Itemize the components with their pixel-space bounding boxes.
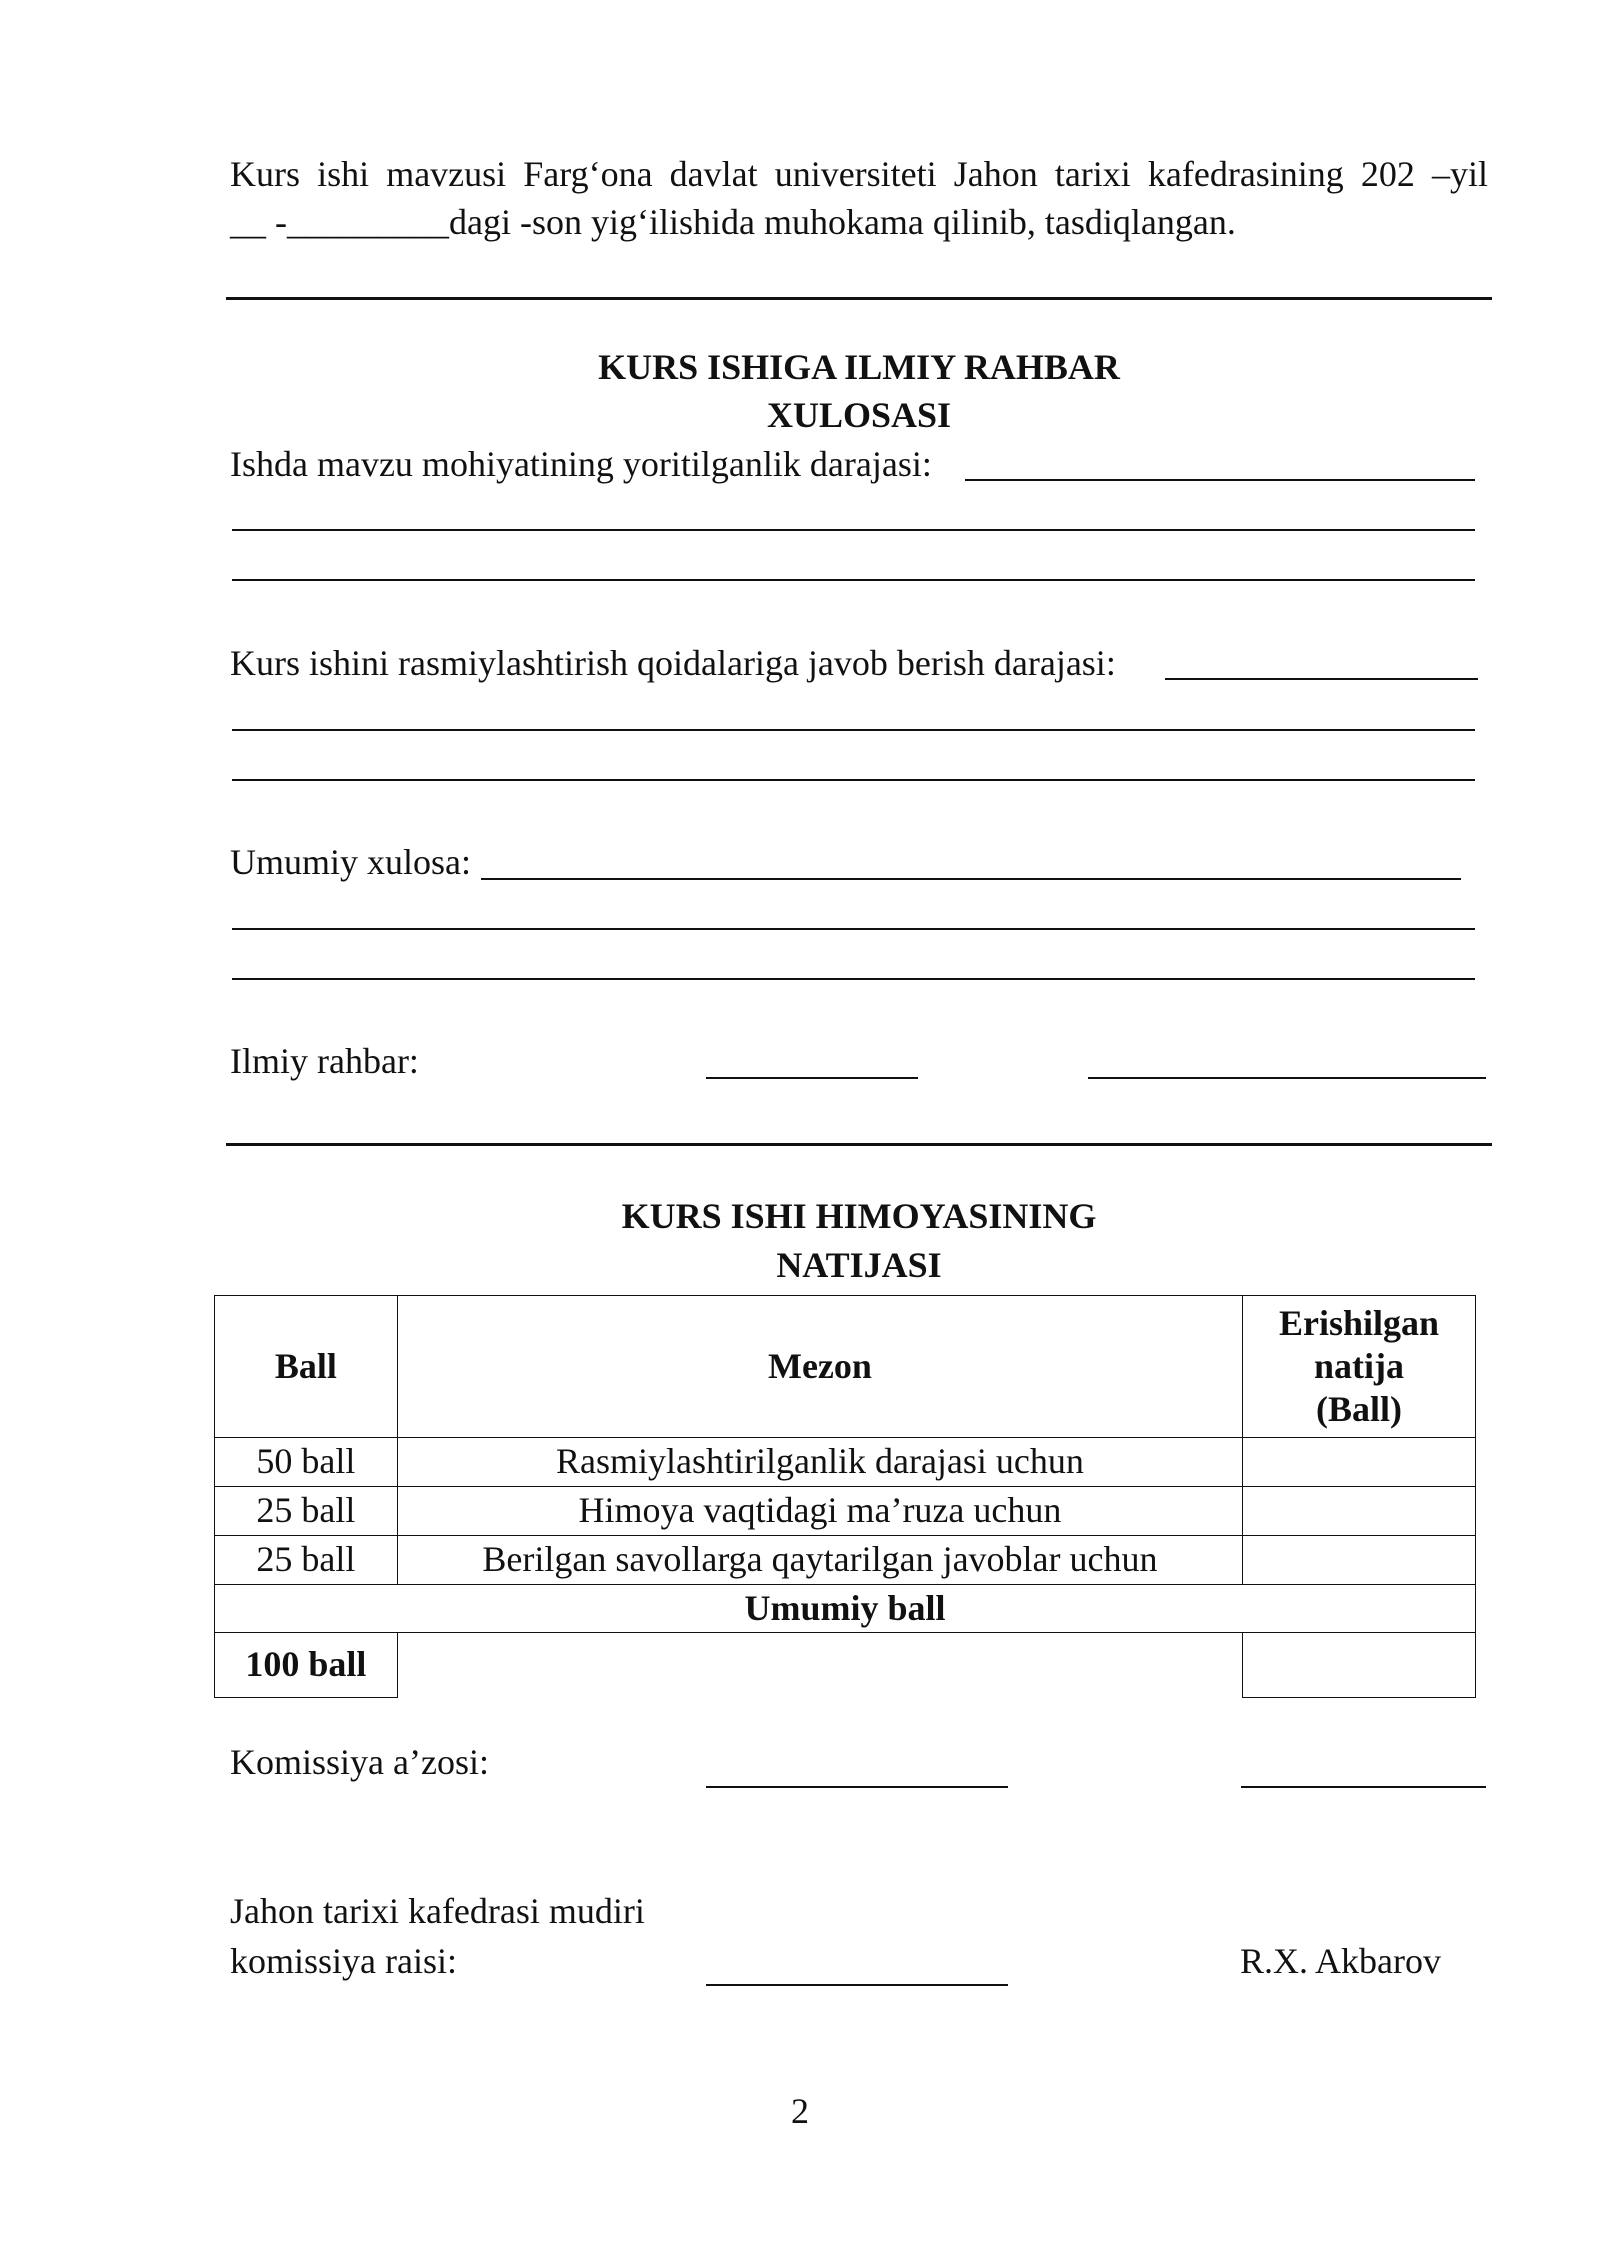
field-formatting-label: Kurs ishini rasmiylashtirish qoidalariga javob berish darajasi: [230,643,1116,683]
row-result-cell[interactable] [1243,1487,1476,1536]
head-title-line-2: komissiya raisi: [230,1941,457,1981]
table-header-row [215,1296,1476,1438]
defense-title-line-1: KURS ISHI HIMOYASINING [621,1196,1097,1236]
row-mezon: Berilgan savollarga qaytarilgan javoblar uchun [397,1536,1242,1585]
table-total-label-row [215,1585,1476,1633]
head-signature-blank[interactable] [706,1984,1008,1986]
field-summary-label: Umumiy xulosa: [230,842,471,882]
supervisor-name-blank[interactable] [1088,1077,1486,1079]
field-coverage-blank[interactable] [965,479,1475,481]
head-title-line-1: Jahon tarixi kafedrasi mudiri [230,1891,645,1931]
defense-title-line-2: NATIJASI [776,1245,942,1285]
field-formatting-blank-3[interactable] [232,779,1475,781]
field-summary-blank[interactable] [481,878,1461,880]
total-result-cell[interactable] [1243,1633,1476,1698]
table-row [215,1487,1476,1536]
total-gap [397,1633,1242,1698]
field-formatting-blank-2[interactable] [232,729,1475,731]
supervisor-title-line-2: XULOSASI [766,395,952,435]
field-coverage-blank-2[interactable] [232,529,1475,531]
row-mezon: Himoya vaqtidagi ma’ruza uchun [397,1487,1242,1536]
supervisor-signature-blank[interactable] [706,1077,918,1079]
header-result-line-3: (Ball) [1316,1389,1403,1430]
header-result [1243,1296,1476,1438]
supervisor-signer-label: Ilmiy rahbar: [230,1041,419,1081]
head-name: R.X. Akbarov [1240,1941,1441,1981]
field-coverage-label: Ishda mavzu mohiyatining yoritilganlik darajasi: [230,444,932,484]
header-result-line-2: natija [1314,1345,1405,1386]
table-row [215,1438,1476,1487]
total-value: 100 ball [215,1633,398,1698]
table-row [215,1536,1476,1585]
intro-line-1: Kurs ishi mavzusi Farg‘ona davlat universiteti Jahon tarixi kafedrasining 202 –yil [230,154,1488,194]
commission-member-label: Komissiya a’zosi: [230,1742,489,1782]
row-mezon: Rasmiylashtirilganlik darajasi uchun [397,1438,1242,1487]
row-result-cell[interactable] [1243,1438,1476,1487]
member-signature-blank[interactable] [706,1786,1008,1788]
header-ball: Ball [215,1296,398,1438]
row-ball: 25 ball [215,1536,398,1585]
supervisor-title-line-1: KURS ISHIGA ILMIY RAHBAR [598,347,1120,387]
page-number: 2 [791,2091,809,2131]
section-divider-top [226,297,1492,300]
table-total-value-row [215,1633,1476,1698]
intro-line-2: __ -_________dagi -son yig‘ilishida muhokama qilinib, tasdiqlangan. [230,202,1236,242]
row-ball: 25 ball [215,1487,398,1536]
field-summary-blank-2[interactable] [232,928,1475,930]
header-result-line-1: Erishilgan [1279,1302,1440,1343]
section-divider-middle [226,1143,1492,1146]
results-table [214,1295,1476,1698]
row-ball: 50 ball [215,1438,398,1487]
total-label: Umumiy ball [215,1585,1476,1633]
header-mezon: Mezon [397,1296,1242,1438]
member-name-blank[interactable] [1241,1786,1486,1788]
field-summary-blank-3[interactable] [232,978,1475,980]
row-result-cell[interactable] [1243,1536,1476,1585]
field-coverage-blank-3[interactable] [232,579,1475,581]
field-formatting-blank[interactable] [1165,678,1478,680]
